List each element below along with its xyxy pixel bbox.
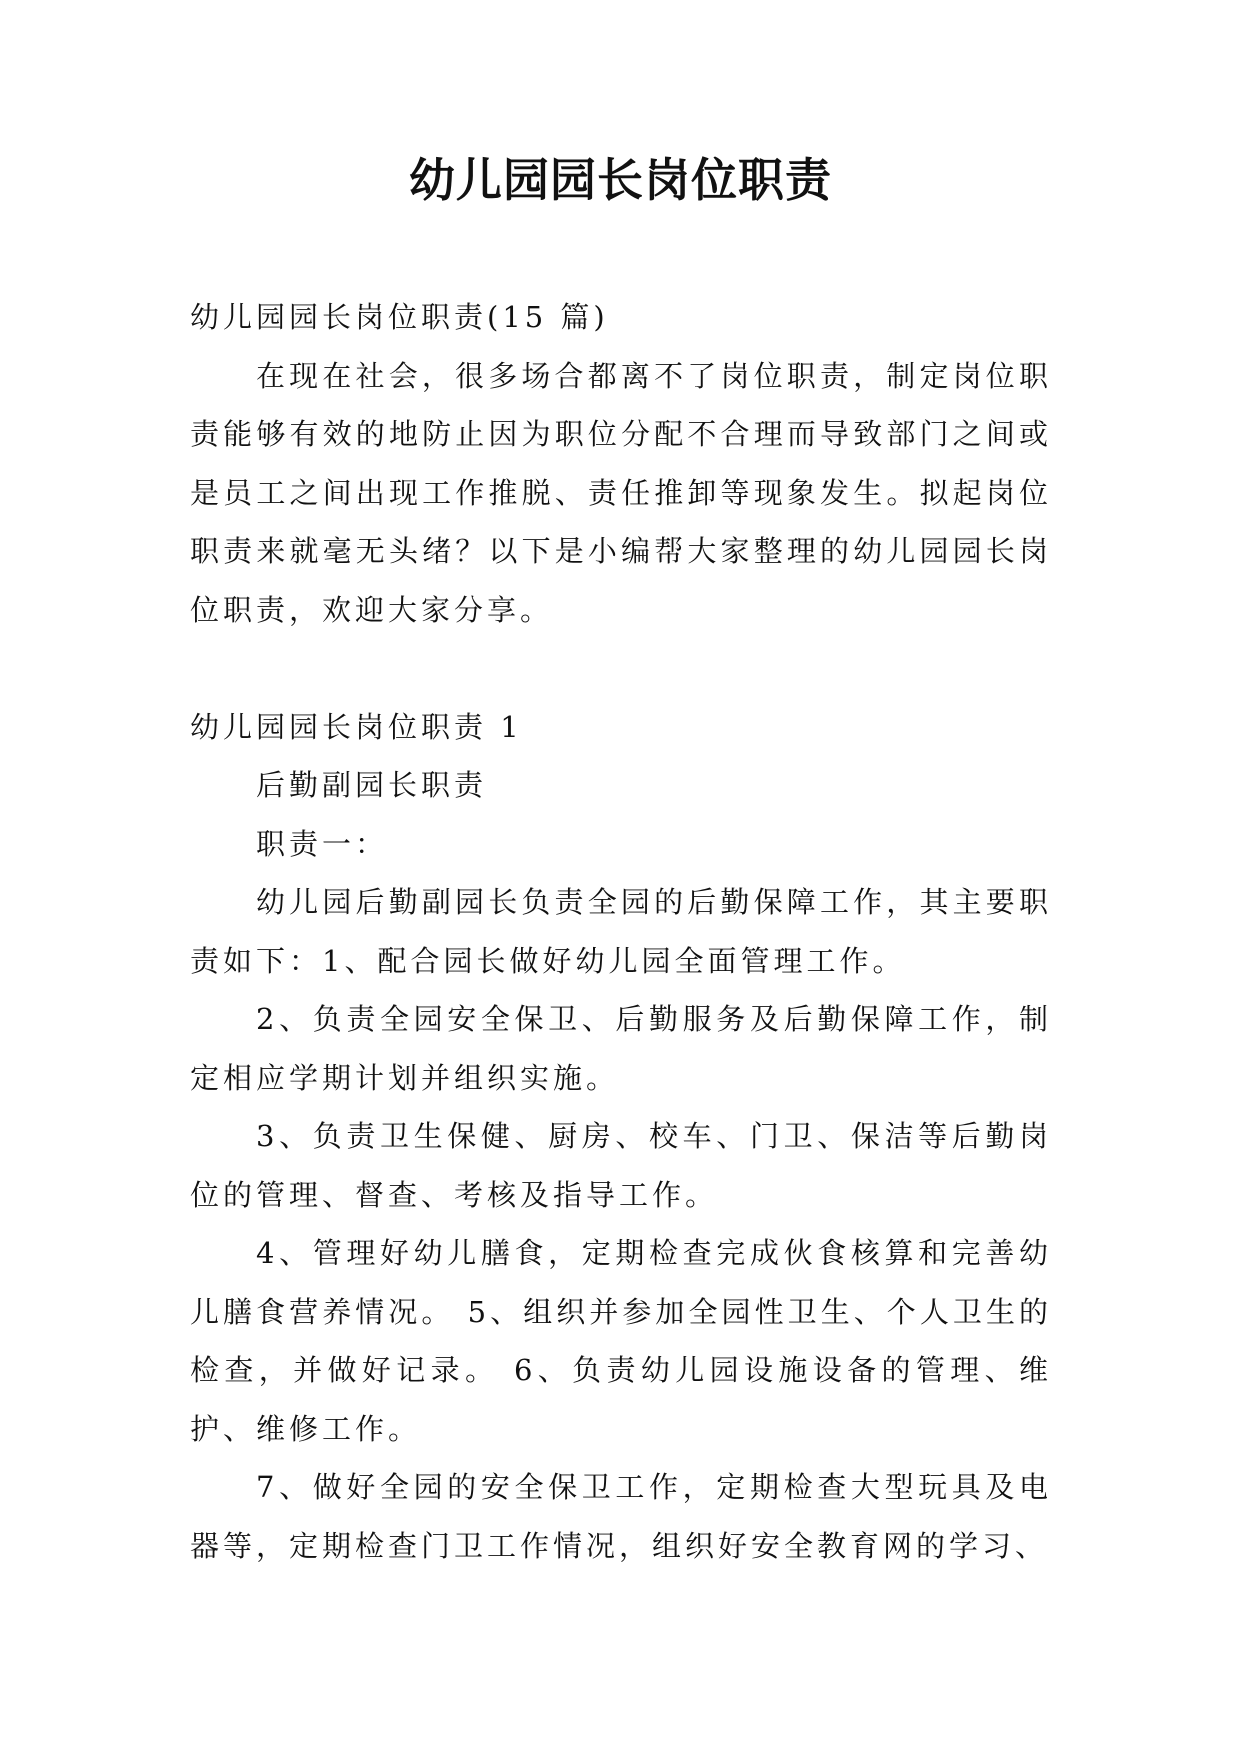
intro-paragraph: 在现在社会，很多场合都离不了岗位职责，制定岗位职责能够有效的地防止因为职位分配不合理而导致部门之间或是员工之间出现工作推脱、责任推卸等现象发生。拟起岗位职责来就毫无头绪？以下是小编帮大家整理的幼儿园园长岗位职责，欢迎大家分享。 bbox=[190, 358, 1052, 627]
duty-paragraph: 2、负责全园安全保卫、后勤服务及后勤保障工作，制定相应学期计划并组织实施。 bbox=[190, 1002, 1052, 1095]
duty-paragraph: 4、管理好幼儿膳食，定期检查完成伙食核算和完善幼儿膳食营养情况。 5、组织并参加全园性卫生、个人卫生的检查，并做好记录。 6、负责幼儿园设施设备的管理、维护、维修工作。 bbox=[190, 1236, 1052, 1446]
document-body bbox=[190, 288, 1052, 1575]
document-title: 幼儿园园长岗位职责 bbox=[409, 153, 832, 207]
duty-label: 职责一： bbox=[256, 826, 389, 861]
duty-paragraph: 7、做好全园的安全保卫工作，定期检查大型玩具及电器等，定期检查门卫工作情况，组织好安全教育网的学习、 bbox=[190, 1470, 1052, 1563]
duty-paragraph: 3、负责卫生保健、厨房、校车、门卫、保洁等后勤岗位的管理、督查、考核及指导工作。 bbox=[190, 1119, 1052, 1212]
section-heading: 幼儿园园长岗位职责 1 bbox=[190, 709, 523, 744]
duty-paragraph: 幼儿园后勤副园长负责全园的后勤保障工作，其主要职责如下：1、配合园长做好幼儿园全面管理工作。 bbox=[190, 885, 1052, 978]
role-title: 后勤副园长职责 bbox=[256, 768, 488, 802]
document-subtitle: 幼儿园园长岗位职责(15 篇) bbox=[190, 300, 609, 334]
